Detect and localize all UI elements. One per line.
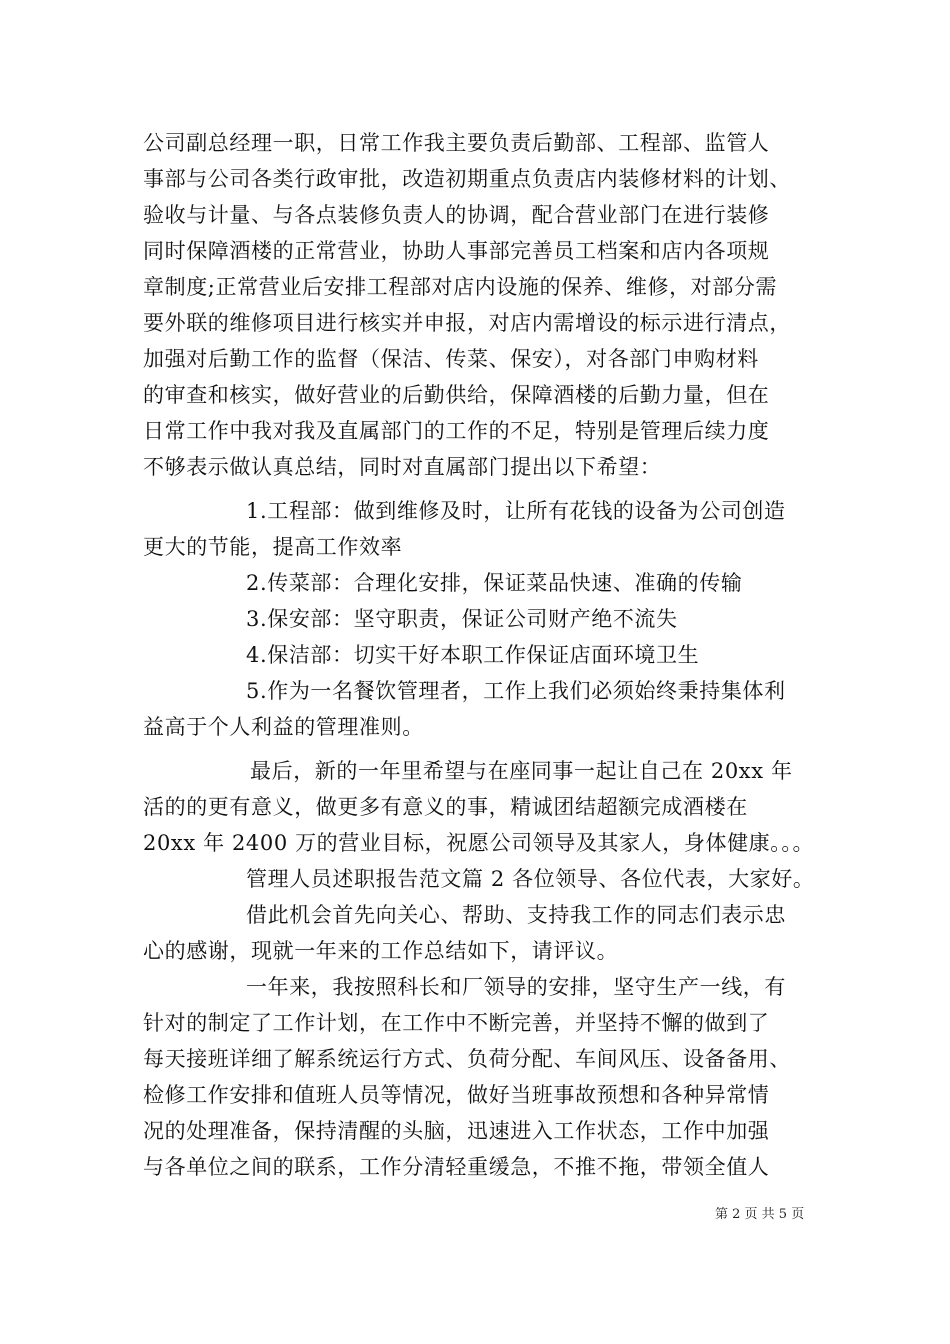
body-text-line: 与各单位之间的联系，工作分清轻重缓急，不推不拖，带领全值人	[143, 1155, 770, 1179]
body-text-line: 每天接班详细了解系统运行方式、负荷分配、车间风压、设备备用、	[143, 1047, 791, 1071]
body-text-line: 加强对后勤工作的监督（保洁、传菜、保安），对各部门申购材料	[143, 347, 759, 371]
body-text-line: 一年来，我按照科长和厂领导的安排，坚守生产一线，有	[246, 975, 786, 999]
list-item-engineering: 1.工程部：做到维修及时，让所有花钱的设备为公司创造	[246, 499, 786, 523]
body-text-line: 验收与计量、与各点装修负责人的协调，配合营业部门在进行装修	[143, 203, 770, 227]
list-item-engineering-cont: 更大的节能，提高工作效率	[143, 535, 403, 559]
section-heading-line: 管理人员述职报告范文篇 2 各位领导、各位代表，大家好。	[246, 867, 815, 891]
body-text-line: 同时保障酒楼的正常营业，协助人事部完善员工档案和店内各项规	[143, 239, 770, 263]
body-text-line: 的审查和核实，做好营业的后勤供给，保障酒楼的后勤力量，但在	[143, 383, 770, 407]
list-item-management: 5.作为一名餐饮管理者，工作上我们必须始终秉持集体利	[246, 679, 786, 703]
body-text-line: 最后，新的一年里希望与在座同事一起让自己在 20xx 年	[250, 759, 793, 783]
list-item-cleaning: 4.保洁部：切实干好本职工作保证店面环境卫生	[246, 643, 700, 667]
body-text-line: 公司副总经理一职，日常工作我主要负责后勤部、工程部、监管人	[143, 131, 770, 155]
list-item-serving: 2.传菜部：合理化安排，保证菜品快速、准确的传输	[246, 571, 743, 595]
body-text-line: 借此机会首先向关心、帮助、支持我工作的同志们表示忠	[246, 903, 786, 927]
body-text-line: 要外联的维修项目进行核实并申报，对店内需增设的标示进行清点，	[143, 311, 791, 335]
body-text-line: 检修工作安排和值班人员等情况，做好当班事故预想和各种异常情	[143, 1083, 770, 1107]
page-number: 第 2 页 共 5 页	[715, 1207, 805, 1222]
body-text-line: 心的感谢，现就一年来的工作总结如下，请评议。	[143, 939, 619, 963]
list-item-management-cont: 益高于个人利益的管理准则。	[143, 715, 424, 739]
body-text-line: 章制度;正常营业后安排工程部对店内设施的保养、维修，对部分需	[143, 275, 778, 299]
body-text-line: 日常工作中我对我及直属部门的工作的不足，特别是管理后续力度	[143, 419, 770, 443]
body-text-line: 况的处理准备，保持清醒的头脑，迅速进入工作状态，工作中加强	[143, 1119, 770, 1143]
body-text-line: 20xx 年 2400 万的营业目标，祝愿公司领导及其家人，身体健康。。。	[143, 831, 815, 855]
list-item-security: 3.保安部：坚守职责，保证公司财产绝不流失	[246, 607, 678, 631]
body-text-line: 针对的制定了工作计划，在工作中不断完善，并坚持不懈的做到了	[143, 1011, 770, 1035]
body-text-line: 不够表示做认真总结，同时对直属部门提出以下希望：	[143, 455, 662, 479]
body-text-line: 事部与公司各类行政审批，改造初期重点负责店内装修材料的计划、	[143, 167, 791, 191]
body-text-line: 活的的更有意义，做更多有意义的事，精诚团结超额完成酒楼在	[143, 795, 748, 819]
